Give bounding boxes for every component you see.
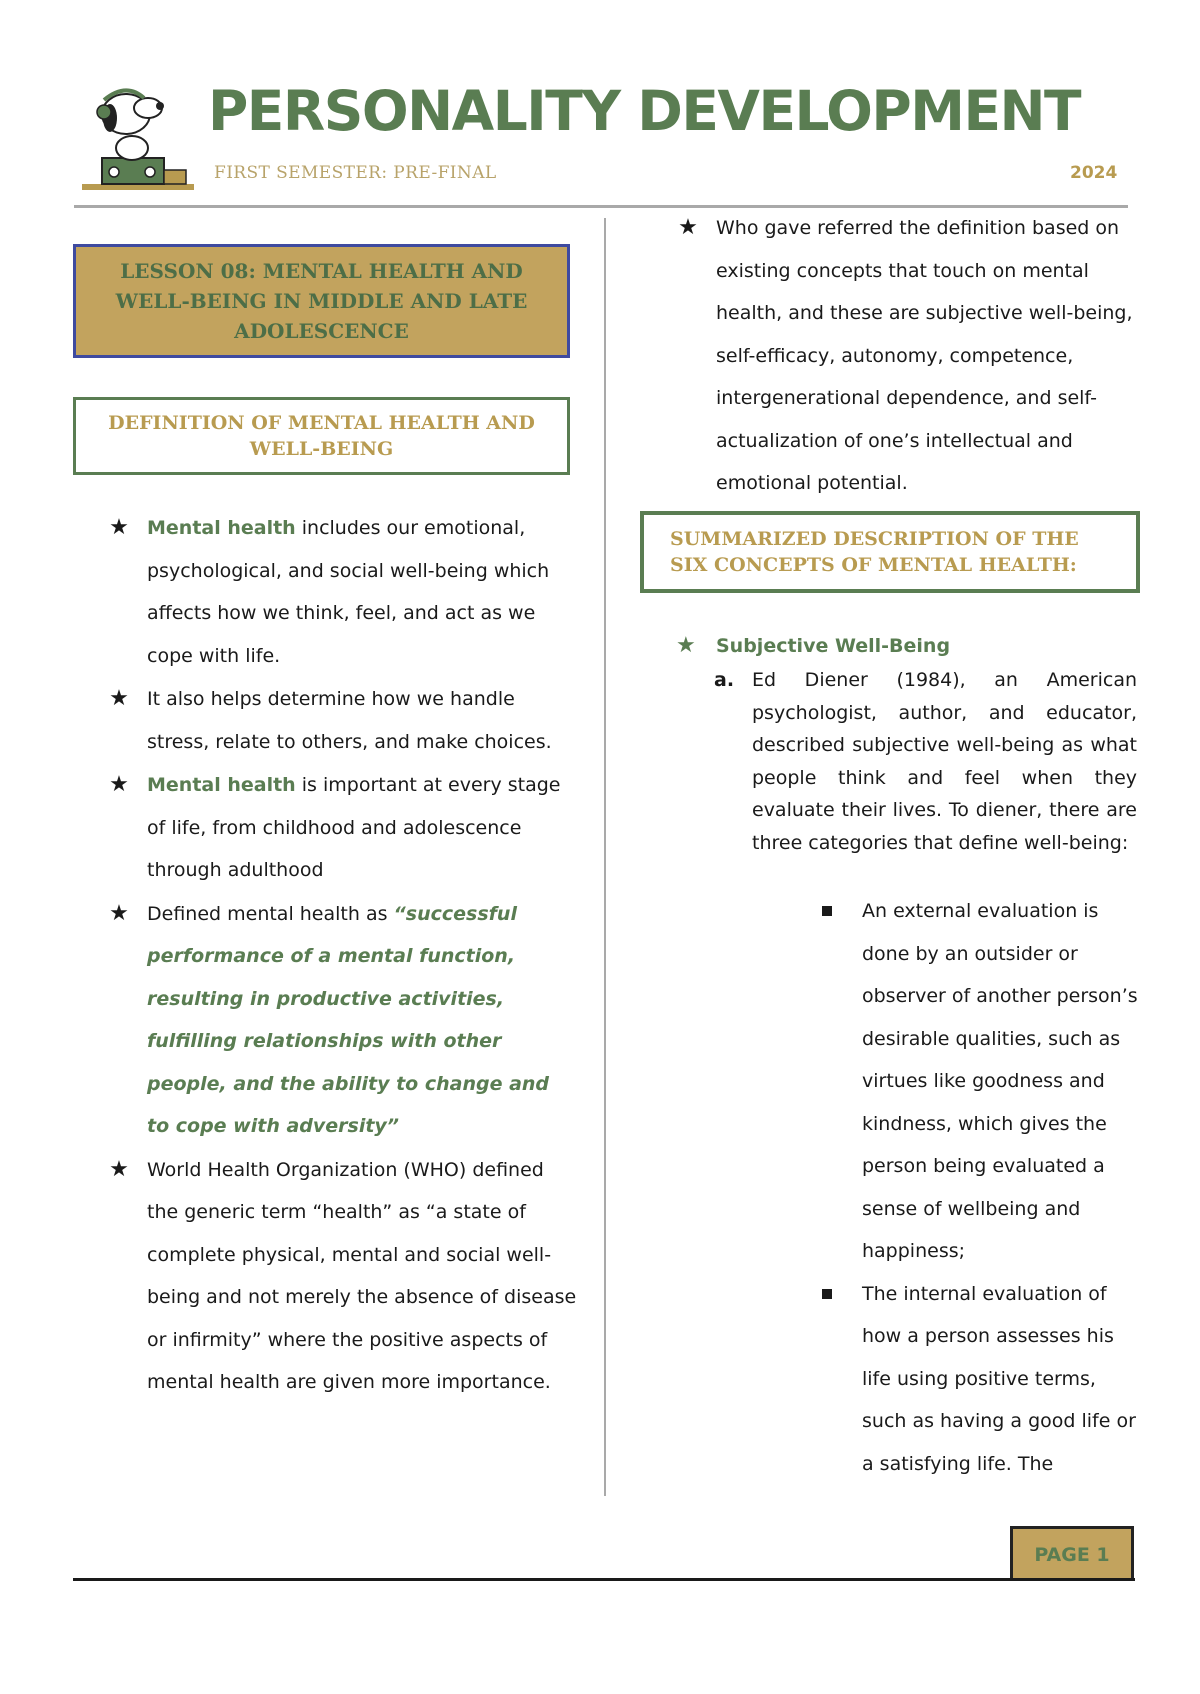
term-highlight: Mental health bbox=[147, 517, 296, 539]
list-item-text: Defined mental health as bbox=[147, 902, 394, 925]
list-item-text: World Health Organization (WHO) defined the generic term “health” as “a state of complete physical, mental and social well-being and not merely the absence of disease or infirmity” where the positive aspects of mental health are given more importance. bbox=[147, 1158, 577, 1393]
item-letter: a. bbox=[714, 669, 735, 691]
term-highlight: Mental health bbox=[147, 774, 296, 796]
list-item bbox=[822, 1273, 1140, 1486]
list-item-text: is important at every stage of life, from childhood and adolescence through adulthood bbox=[147, 774, 561, 881]
lesson-title: LESSON 08: MENTAL HEALTH AND WELL-BEING IN MIDDLE AND LATE ADOLESCENCE bbox=[115, 259, 528, 343]
subjective-well-being-heading bbox=[676, 630, 950, 662]
star-icon: ★ bbox=[109, 1156, 129, 1182]
quote-highlight: “successful performance of a mental function, resulting in productive activities, fulfilling relationships with other people, and the ability to change and to cope with adversity” bbox=[147, 902, 550, 1137]
star-icon: ★ bbox=[109, 515, 129, 540]
star-icon: ★ bbox=[109, 686, 129, 711]
page-title: PERSONALITY DEVELOPMENT bbox=[208, 79, 1081, 143]
definition-list bbox=[107, 507, 577, 1405]
footer-divider bbox=[73, 1578, 1135, 1581]
semester-subtitle: FIRST SEMESTER: PRE-FINAL bbox=[214, 163, 497, 183]
column-divider bbox=[604, 218, 606, 1496]
list-item-text: includes our emotional, psychological, and social well-being which affects how we think, feel, and act as we cope with life. bbox=[147, 517, 550, 667]
list-item bbox=[107, 1149, 577, 1404]
list-item bbox=[107, 893, 577, 1148]
square-bullet-icon bbox=[822, 1289, 832, 1299]
summary-heading: SUMMARIZED DESCRIPTION OF THE SIX CONCEPTS OF MENTAL HEALTH: bbox=[670, 528, 1079, 576]
year-label: 2024 bbox=[1070, 163, 1118, 183]
lesson-title-box bbox=[73, 244, 570, 358]
snoopy-dj-logo bbox=[74, 76, 204, 198]
star-icon: ★ bbox=[109, 772, 129, 797]
evaluation-list bbox=[822, 890, 1140, 1485]
list-item bbox=[107, 507, 577, 677]
paragraph-text: Ed Diener (1984), an American psychologist, author, and educator, described subjective well-being as what people think and feel when they evaluate their lives. To diener, there are three categories that define well-being: bbox=[752, 669, 1137, 854]
list-item-text: The internal evaluation of how a person assesses his life using positive terms, such as having a good life or a satisfying life. The bbox=[862, 1282, 1136, 1475]
definition-heading-box bbox=[73, 397, 570, 475]
continued-list bbox=[676, 207, 1146, 506]
star-icon: ★ bbox=[678, 215, 698, 240]
page-number-tab bbox=[1010, 1526, 1134, 1580]
list-item-text: An external evaluation is done by an outsider or observer of another person’s desirable qualities, such as virtues like goodness and kindness, which gives the person being evaluated a sense of wellbeing and happiness; bbox=[862, 900, 1138, 1262]
star-icon: ★ bbox=[109, 900, 129, 926]
square-bullet-icon bbox=[822, 906, 832, 916]
concept-paragraph bbox=[714, 664, 1137, 859]
list-item-text: It also helps determine how we handle stress, relate to others, and make choices. bbox=[147, 688, 552, 753]
page-number: PAGE 1 bbox=[1034, 1543, 1110, 1566]
summary-heading-box bbox=[640, 511, 1140, 593]
list-item-text: Who gave referred the definition based on existing concepts that touch on mental health, and these are subjective well-being, self-efficacy, autonomy, competence, intergenerational dependence, and self-actualization of one’s intellectual and emotional potential. bbox=[716, 217, 1133, 494]
definition-heading: DEFINITION OF MENTAL HEALTH AND WELL-BEING bbox=[108, 412, 535, 460]
list-item bbox=[107, 764, 577, 892]
list-item bbox=[107, 678, 577, 763]
list-item bbox=[676, 207, 1146, 505]
star-icon: ★ bbox=[676, 633, 696, 658]
concept-label: Subjective Well-Being bbox=[716, 635, 951, 657]
list-item bbox=[822, 890, 1140, 1273]
